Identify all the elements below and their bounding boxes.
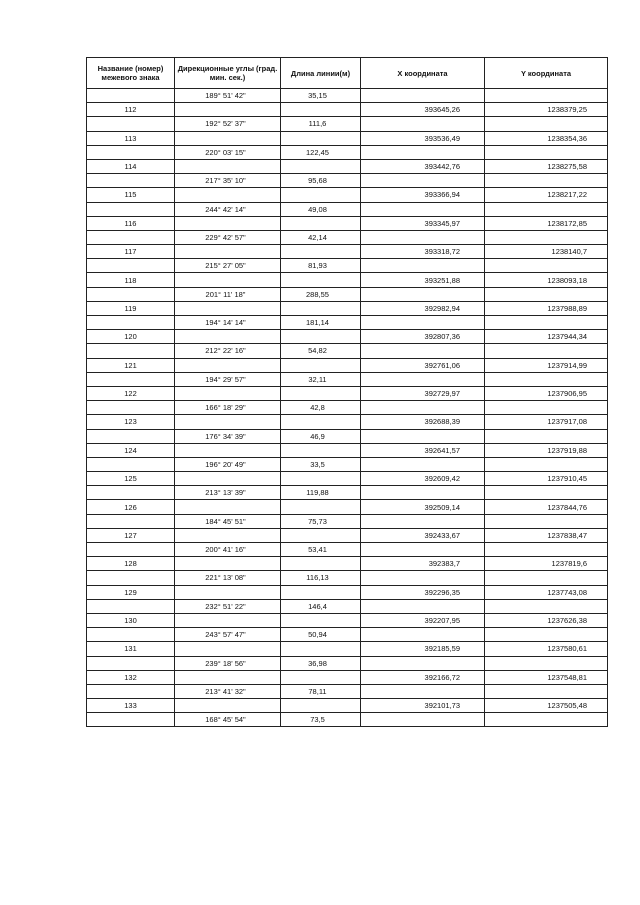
line-length-cell: 42,14 bbox=[281, 230, 361, 244]
y-coordinate-cell: 1238093,18 bbox=[485, 273, 608, 287]
segment-row bbox=[87, 656, 608, 670]
line-length-cell: 50,94 bbox=[281, 628, 361, 642]
marker-name-cell bbox=[87, 571, 175, 585]
marker-name-cell bbox=[87, 145, 175, 159]
y-coordinate-cell: 1237944,34 bbox=[485, 330, 608, 344]
line-length-cell: 46,9 bbox=[281, 429, 361, 443]
direction-angle-cell: 217° 35' 10" bbox=[175, 174, 281, 188]
marker-name-cell bbox=[87, 486, 175, 500]
direction-angle-cell: 213° 41' 32" bbox=[175, 684, 281, 698]
table-header-row bbox=[87, 58, 608, 89]
y-coordinate-cell: 1238140,7 bbox=[485, 245, 608, 259]
boundary-coordinates-sheet bbox=[86, 57, 607, 727]
marker-name-cell bbox=[87, 514, 175, 528]
direction-angle-cell: 212° 22' 16" bbox=[175, 344, 281, 358]
y-coordinate-cell: 1237505,48 bbox=[485, 699, 608, 713]
segment-row bbox=[87, 117, 608, 131]
y-coordinate-cell bbox=[485, 571, 608, 585]
line-length-cell: 146,4 bbox=[281, 599, 361, 613]
direction-angle-cell bbox=[175, 613, 281, 627]
y-coordinate-cell bbox=[485, 628, 608, 642]
y-coordinate-cell bbox=[485, 372, 608, 386]
marker-name-cell: 128 bbox=[87, 557, 175, 571]
x-coordinate-cell: 392166,72 bbox=[361, 670, 485, 684]
marker-name-cell: 123 bbox=[87, 415, 175, 429]
x-coordinate-cell bbox=[361, 457, 485, 471]
marker-name-cell: 122 bbox=[87, 386, 175, 400]
direction-angle-cell bbox=[175, 670, 281, 684]
x-coordinate-cell: 392185,59 bbox=[361, 642, 485, 656]
marker-name-cell: 117 bbox=[87, 245, 175, 259]
y-coordinate-cell bbox=[485, 599, 608, 613]
line-length-cell bbox=[281, 415, 361, 429]
y-coordinate-cell bbox=[485, 684, 608, 698]
x-coordinate-cell bbox=[361, 202, 485, 216]
point-row bbox=[87, 131, 608, 145]
x-coordinate-cell bbox=[361, 571, 485, 585]
direction-angle-cell: 194° 29' 57" bbox=[175, 372, 281, 386]
segment-row bbox=[87, 429, 608, 443]
direction-angle-cell bbox=[175, 642, 281, 656]
line-length-cell: 95,68 bbox=[281, 174, 361, 188]
segment-row bbox=[87, 401, 608, 415]
marker-name-cell bbox=[87, 202, 175, 216]
marker-name-cell bbox=[87, 259, 175, 273]
line-length-cell: 111,6 bbox=[281, 117, 361, 131]
segment-row bbox=[87, 628, 608, 642]
direction-angle-cell: 220° 03' 15" bbox=[175, 145, 281, 159]
line-length-cell bbox=[281, 301, 361, 315]
direction-angle-cell bbox=[175, 273, 281, 287]
y-coordinate-cell: 1237626,38 bbox=[485, 613, 608, 627]
point-row bbox=[87, 103, 608, 117]
marker-name-cell: 116 bbox=[87, 216, 175, 230]
line-length-cell: 81,93 bbox=[281, 259, 361, 273]
x-coordinate-cell: 393442,76 bbox=[361, 159, 485, 173]
direction-angle-cell bbox=[175, 245, 281, 259]
direction-angle-cell: 232° 51' 22" bbox=[175, 599, 281, 613]
segment-row bbox=[87, 486, 608, 500]
direction-angle-cell: 176° 34' 39" bbox=[175, 429, 281, 443]
segment-row bbox=[87, 259, 608, 273]
direction-angle-cell: 229° 42' 57" bbox=[175, 230, 281, 244]
segment-row bbox=[87, 684, 608, 698]
segment-row bbox=[87, 457, 608, 471]
line-length-cell bbox=[281, 216, 361, 230]
direction-angle-cell bbox=[175, 386, 281, 400]
x-coordinate-cell bbox=[361, 599, 485, 613]
direction-angle-cell bbox=[175, 443, 281, 457]
table-body bbox=[87, 89, 608, 727]
header-x-coordinate: X координата bbox=[361, 58, 485, 89]
direction-angle-cell: 189° 51' 42" bbox=[175, 89, 281, 103]
y-coordinate-cell: 1237910,45 bbox=[485, 472, 608, 486]
point-row bbox=[87, 386, 608, 400]
y-coordinate-cell: 1237906,95 bbox=[485, 386, 608, 400]
direction-angle-cell: 184° 45' 51" bbox=[175, 514, 281, 528]
direction-angle-cell: 239° 18' 56" bbox=[175, 656, 281, 670]
y-coordinate-cell bbox=[485, 344, 608, 358]
direction-angle-cell bbox=[175, 131, 281, 145]
point-row bbox=[87, 301, 608, 315]
direction-angle-cell bbox=[175, 216, 281, 230]
x-coordinate-cell: 393366,94 bbox=[361, 188, 485, 202]
point-row bbox=[87, 415, 608, 429]
x-coordinate-cell: 393645,26 bbox=[361, 103, 485, 117]
segment-row bbox=[87, 145, 608, 159]
direction-angle-cell bbox=[175, 472, 281, 486]
direction-angle-cell: 166° 18' 29" bbox=[175, 401, 281, 415]
x-coordinate-cell: 392296,35 bbox=[361, 585, 485, 599]
y-coordinate-cell: 1237548,81 bbox=[485, 670, 608, 684]
x-coordinate-cell: 392761,06 bbox=[361, 358, 485, 372]
marker-name-cell bbox=[87, 457, 175, 471]
segment-row bbox=[87, 372, 608, 386]
line-length-cell: 78,11 bbox=[281, 684, 361, 698]
y-coordinate-cell: 1238354,36 bbox=[485, 131, 608, 145]
line-length-cell bbox=[281, 443, 361, 457]
y-coordinate-cell bbox=[485, 486, 608, 500]
y-coordinate-cell: 1238275,58 bbox=[485, 159, 608, 173]
x-coordinate-cell bbox=[361, 628, 485, 642]
y-coordinate-cell: 1237917,08 bbox=[485, 415, 608, 429]
marker-name-cell: 118 bbox=[87, 273, 175, 287]
y-coordinate-cell bbox=[485, 287, 608, 301]
x-coordinate-cell: 392982,94 bbox=[361, 301, 485, 315]
line-length-cell bbox=[281, 103, 361, 117]
y-coordinate-cell bbox=[485, 174, 608, 188]
marker-name-cell bbox=[87, 344, 175, 358]
marker-name-cell: 125 bbox=[87, 472, 175, 486]
y-coordinate-cell bbox=[485, 259, 608, 273]
point-row bbox=[87, 273, 608, 287]
x-coordinate-cell bbox=[361, 543, 485, 557]
y-coordinate-cell: 1237919,88 bbox=[485, 443, 608, 457]
y-coordinate-cell: 1237844,76 bbox=[485, 500, 608, 514]
segment-row bbox=[87, 543, 608, 557]
direction-angle-cell: 213° 13' 39" bbox=[175, 486, 281, 500]
point-row bbox=[87, 159, 608, 173]
line-length-cell bbox=[281, 642, 361, 656]
line-length-cell bbox=[281, 131, 361, 145]
x-coordinate-cell bbox=[361, 230, 485, 244]
x-coordinate-cell bbox=[361, 316, 485, 330]
y-coordinate-cell bbox=[485, 514, 608, 528]
direction-angle-cell bbox=[175, 500, 281, 514]
segment-row bbox=[87, 514, 608, 528]
direction-angle-cell: 194° 14' 14" bbox=[175, 316, 281, 330]
direction-angle-cell: 201° 11' 18" bbox=[175, 287, 281, 301]
y-coordinate-cell: 1237743,08 bbox=[485, 585, 608, 599]
y-coordinate-cell bbox=[485, 713, 608, 727]
x-coordinate-cell: 392807,36 bbox=[361, 330, 485, 344]
segment-row bbox=[87, 230, 608, 244]
marker-name-cell: 121 bbox=[87, 358, 175, 372]
line-length-cell bbox=[281, 585, 361, 599]
line-length-cell: 49,08 bbox=[281, 202, 361, 216]
marker-name-cell: 129 bbox=[87, 585, 175, 599]
y-coordinate-cell bbox=[485, 543, 608, 557]
direction-angle-cell bbox=[175, 301, 281, 315]
x-coordinate-cell bbox=[361, 145, 485, 159]
direction-angle-cell bbox=[175, 557, 281, 571]
x-coordinate-cell bbox=[361, 174, 485, 188]
line-length-cell bbox=[281, 472, 361, 486]
marker-name-cell: 119 bbox=[87, 301, 175, 315]
x-coordinate-cell bbox=[361, 344, 485, 358]
x-coordinate-cell: 392207,95 bbox=[361, 613, 485, 627]
direction-angle-cell bbox=[175, 188, 281, 202]
direction-angle-cell: 221° 13' 08" bbox=[175, 571, 281, 585]
point-row bbox=[87, 557, 608, 571]
x-coordinate-cell: 392729,97 bbox=[361, 386, 485, 400]
line-length-cell bbox=[281, 358, 361, 372]
x-coordinate-cell: 392509,14 bbox=[361, 500, 485, 514]
y-coordinate-cell bbox=[485, 401, 608, 415]
line-length-cell: 116,13 bbox=[281, 571, 361, 585]
marker-name-cell bbox=[87, 287, 175, 301]
line-length-cell: 181,14 bbox=[281, 316, 361, 330]
direction-angle-cell bbox=[175, 699, 281, 713]
marker-name-cell bbox=[87, 543, 175, 557]
marker-name-cell bbox=[87, 599, 175, 613]
point-row bbox=[87, 585, 608, 599]
line-length-cell bbox=[281, 670, 361, 684]
line-length-cell: 75,73 bbox=[281, 514, 361, 528]
segment-row bbox=[87, 599, 608, 613]
direction-angle-cell: 244° 42' 14" bbox=[175, 202, 281, 216]
line-length-cell: 33,5 bbox=[281, 457, 361, 471]
direction-angle-cell: 215° 27' 05" bbox=[175, 259, 281, 273]
marker-name-cell: 113 bbox=[87, 131, 175, 145]
x-coordinate-cell: 392433,67 bbox=[361, 528, 485, 542]
marker-name-cell bbox=[87, 316, 175, 330]
x-coordinate-cell bbox=[361, 287, 485, 301]
marker-name-cell bbox=[87, 174, 175, 188]
marker-name-cell: 112 bbox=[87, 103, 175, 117]
line-length-cell: 288,55 bbox=[281, 287, 361, 301]
x-coordinate-cell bbox=[361, 401, 485, 415]
x-coordinate-cell bbox=[361, 713, 485, 727]
coordinates-table bbox=[86, 57, 608, 727]
direction-angle-cell: 196° 20' 49" bbox=[175, 457, 281, 471]
segment-row bbox=[87, 713, 608, 727]
line-length-cell bbox=[281, 500, 361, 514]
direction-angle-cell: 200° 41' 16" bbox=[175, 543, 281, 557]
line-length-cell bbox=[281, 245, 361, 259]
x-coordinate-cell bbox=[361, 117, 485, 131]
x-coordinate-cell: 392383,7 bbox=[361, 557, 485, 571]
x-coordinate-cell: 393345,97 bbox=[361, 216, 485, 230]
x-coordinate-cell bbox=[361, 514, 485, 528]
point-row bbox=[87, 216, 608, 230]
direction-angle-cell bbox=[175, 103, 281, 117]
y-coordinate-cell bbox=[485, 145, 608, 159]
header-marker-name: Название (номер) межевого знака bbox=[87, 58, 175, 89]
line-length-cell: 54,82 bbox=[281, 344, 361, 358]
x-coordinate-cell bbox=[361, 89, 485, 103]
line-length-cell: 122,45 bbox=[281, 145, 361, 159]
marker-name-cell: 126 bbox=[87, 500, 175, 514]
x-coordinate-cell bbox=[361, 372, 485, 386]
line-length-cell bbox=[281, 386, 361, 400]
line-length-cell bbox=[281, 699, 361, 713]
point-row bbox=[87, 358, 608, 372]
x-coordinate-cell: 392641,57 bbox=[361, 443, 485, 457]
line-length-cell: 42,8 bbox=[281, 401, 361, 415]
marker-name-cell bbox=[87, 372, 175, 386]
y-coordinate-cell: 1237988,89 bbox=[485, 301, 608, 315]
line-length-cell: 36,98 bbox=[281, 656, 361, 670]
line-length-cell: 73,5 bbox=[281, 713, 361, 727]
direction-angle-cell: 243° 57' 47" bbox=[175, 628, 281, 642]
y-coordinate-cell bbox=[485, 89, 608, 103]
marker-name-cell: 127 bbox=[87, 528, 175, 542]
segment-row bbox=[87, 571, 608, 585]
y-coordinate-cell bbox=[485, 457, 608, 471]
point-row bbox=[87, 443, 608, 457]
x-coordinate-cell: 393318,72 bbox=[361, 245, 485, 259]
marker-name-cell: 114 bbox=[87, 159, 175, 173]
point-row bbox=[87, 330, 608, 344]
direction-angle-cell bbox=[175, 528, 281, 542]
marker-name-cell: 130 bbox=[87, 613, 175, 627]
point-row bbox=[87, 500, 608, 514]
marker-name-cell: 124 bbox=[87, 443, 175, 457]
direction-angle-cell bbox=[175, 358, 281, 372]
y-coordinate-cell bbox=[485, 202, 608, 216]
y-coordinate-cell bbox=[485, 230, 608, 244]
y-coordinate-cell bbox=[485, 656, 608, 670]
point-row bbox=[87, 699, 608, 713]
x-coordinate-cell bbox=[361, 259, 485, 273]
line-length-cell bbox=[281, 528, 361, 542]
marker-name-cell bbox=[87, 230, 175, 244]
line-length-cell: 53,41 bbox=[281, 543, 361, 557]
segment-row bbox=[87, 174, 608, 188]
marker-name-cell bbox=[87, 713, 175, 727]
direction-angle-cell bbox=[175, 330, 281, 344]
point-row bbox=[87, 642, 608, 656]
marker-name-cell bbox=[87, 684, 175, 698]
segment-row bbox=[87, 202, 608, 216]
marker-name-cell: 115 bbox=[87, 188, 175, 202]
line-length-cell: 119,88 bbox=[281, 486, 361, 500]
marker-name-cell: 131 bbox=[87, 642, 175, 656]
x-coordinate-cell: 393536,49 bbox=[361, 131, 485, 145]
marker-name-cell: 133 bbox=[87, 699, 175, 713]
x-coordinate-cell: 392101,73 bbox=[361, 699, 485, 713]
x-coordinate-cell bbox=[361, 656, 485, 670]
marker-name-cell bbox=[87, 117, 175, 131]
y-coordinate-cell bbox=[485, 316, 608, 330]
y-coordinate-cell: 1237838,47 bbox=[485, 528, 608, 542]
direction-angle-cell bbox=[175, 415, 281, 429]
direction-angle-cell: 168° 45' 54" bbox=[175, 713, 281, 727]
point-row bbox=[87, 528, 608, 542]
x-coordinate-cell bbox=[361, 429, 485, 443]
line-length-cell bbox=[281, 557, 361, 571]
segment-row bbox=[87, 316, 608, 330]
direction-angle-cell bbox=[175, 585, 281, 599]
x-coordinate-cell: 392609,42 bbox=[361, 472, 485, 486]
y-coordinate-cell: 1238172,85 bbox=[485, 216, 608, 230]
y-coordinate-cell: 1238379,25 bbox=[485, 103, 608, 117]
direction-angle-cell: 192° 52' 37" bbox=[175, 117, 281, 131]
segment-row bbox=[87, 287, 608, 301]
marker-name-cell bbox=[87, 656, 175, 670]
header-direction-angle: Дирекционные углы (град. мин. сек.) bbox=[175, 58, 281, 89]
y-coordinate-cell: 1237819,6 bbox=[485, 557, 608, 571]
line-length-cell bbox=[281, 613, 361, 627]
y-coordinate-cell: 1237914,99 bbox=[485, 358, 608, 372]
marker-name-cell bbox=[87, 89, 175, 103]
marker-name-cell bbox=[87, 628, 175, 642]
point-row bbox=[87, 472, 608, 486]
header-y-coordinate: Y координата bbox=[485, 58, 608, 89]
point-row bbox=[87, 245, 608, 259]
line-length-cell bbox=[281, 188, 361, 202]
segment-row bbox=[87, 344, 608, 358]
marker-name-cell bbox=[87, 401, 175, 415]
point-row bbox=[87, 670, 608, 684]
y-coordinate-cell bbox=[485, 429, 608, 443]
y-coordinate-cell bbox=[485, 117, 608, 131]
x-coordinate-cell: 393251,88 bbox=[361, 273, 485, 287]
header-line-length: Длина линии(м) bbox=[281, 58, 361, 89]
line-length-cell bbox=[281, 159, 361, 173]
segment-row bbox=[87, 89, 608, 103]
marker-name-cell: 132 bbox=[87, 670, 175, 684]
marker-name-cell bbox=[87, 429, 175, 443]
line-length-cell bbox=[281, 330, 361, 344]
x-coordinate-cell: 392688,39 bbox=[361, 415, 485, 429]
point-row bbox=[87, 188, 608, 202]
y-coordinate-cell: 1237580,61 bbox=[485, 642, 608, 656]
line-length-cell: 35,15 bbox=[281, 89, 361, 103]
line-length-cell bbox=[281, 273, 361, 287]
line-length-cell: 32,11 bbox=[281, 372, 361, 386]
direction-angle-cell bbox=[175, 159, 281, 173]
point-row bbox=[87, 613, 608, 627]
y-coordinate-cell: 1238217,22 bbox=[485, 188, 608, 202]
x-coordinate-cell bbox=[361, 684, 485, 698]
x-coordinate-cell bbox=[361, 486, 485, 500]
marker-name-cell: 120 bbox=[87, 330, 175, 344]
